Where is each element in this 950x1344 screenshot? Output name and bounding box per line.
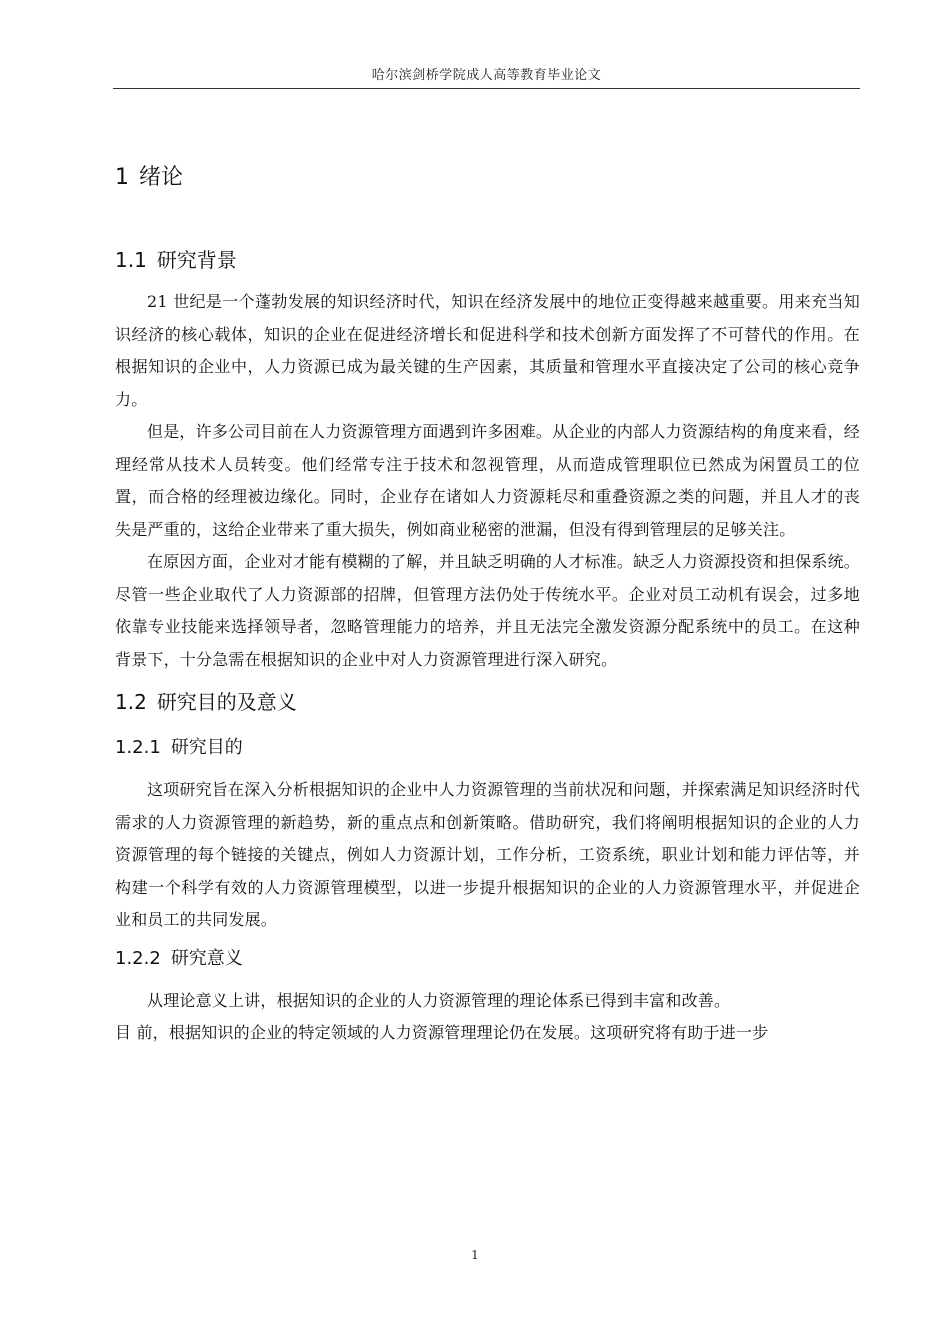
chapter-heading <box>115 156 860 200</box>
subsection-heading-purpose <box>115 730 860 766</box>
page-body <box>115 156 860 1050</box>
section-title: 研究目的及意义 <box>156 690 297 714</box>
header-rule <box>113 88 860 89</box>
paragraph: 从理论意义上讲，根据知识的企业的人力资源管理的理论体系已得到丰富和改善。 <box>147 990 731 1010</box>
section-heading-purpose-significance <box>115 682 860 722</box>
section-number: 1.1 <box>115 248 147 272</box>
chapter-number: 1 <box>115 165 129 190</box>
paragraph: 目 前，根据知识的企业的特定领域的人力资源管理理论仍在发展。这项研究将有助于进一步 <box>115 1023 769 1042</box>
subsection-title: 研究意义 <box>170 947 243 969</box>
background-body <box>115 286 860 676</box>
purpose-body <box>115 774 860 937</box>
section-number: 1.2 <box>115 690 147 714</box>
chapter-title: 绪论 <box>139 165 184 190</box>
subsection-title: 研究目的 <box>170 737 243 758</box>
page-header: 哈尔滨剑桥学院成人高等教育毕业论文 <box>371 68 602 83</box>
paragraph: 这项研究旨在深入分析根据知识的企业中人力资源管理的当前状况和问题，并探索满足知识经济时代需求的人力资源管理的新趋势，新的重点点和创新策略。借助研究，我们将阐明根据知识的企业的人力资源管理的每个链接的关键点，例如人力资源计划，工作分析，工资系统，职业计划和能力评估等，并构建一个科学有效的人力资源管理模型，以进一步提升根据知识的企业的人力资源管理水平，并促进企业和员工的共同发展。 <box>115 780 860 929</box>
section-title: 研究背景 <box>156 248 237 272</box>
significance-body <box>115 985 860 1050</box>
section-heading-background <box>115 240 860 280</box>
subsection-heading-significance <box>115 941 860 977</box>
page-number: 1 <box>471 1248 479 1262</box>
paragraph: 在原因方面，企业对才能有模糊的了解，并且缺乏明确的人才标准。缺乏人力资源投资和担保系统。尽管一些企业取代了人力资源部的招牌，但管理方法仍处于传统水平。企业对员工动机有误会，过多地依靠专业技能来选择领导者，忽略管理能力的培养，并且无法完全激发资源分配系统中的员工。在这种背景下，十分急需在根据知识的企业中对人力资源管理进行深入研究。 <box>115 552 860 669</box>
subsection-number: 1.2.1 <box>115 737 161 758</box>
paragraph: 21 世纪是一个蓬勃发展的知识经济时代，知识在经济发展中的地位正变得越来越重要。用来充当知识经济的核心载体，知识的企业在促进经济增长和促进科学和技术创新方面发挥了不可替代的作用。在根据知识的企业中，人力资源已成为最关键的生产因素，其质量和管理水平直接决定了公司的核心竞争力。 <box>115 292 860 409</box>
paragraph: 但是，许多公司目前在人力资源管理方面遇到许多困难。从企业的内部人力资源结构的角度来看，经理经常从技术人员转变。他们经常专注于技术和忽视管理，从而造成管理职位已然成为闲置员工的位置，而合格的经理被边缘化。同时，企业存在诸如人力资源耗尽和重叠资源之类的问题，并且人才的丧失是严重的，这给企业带来了重大损失，例如商业秘密的泄漏，但没有得到管理层的足够关注。 <box>115 422 860 539</box>
subsection-number: 1.2.2 <box>115 947 161 969</box>
